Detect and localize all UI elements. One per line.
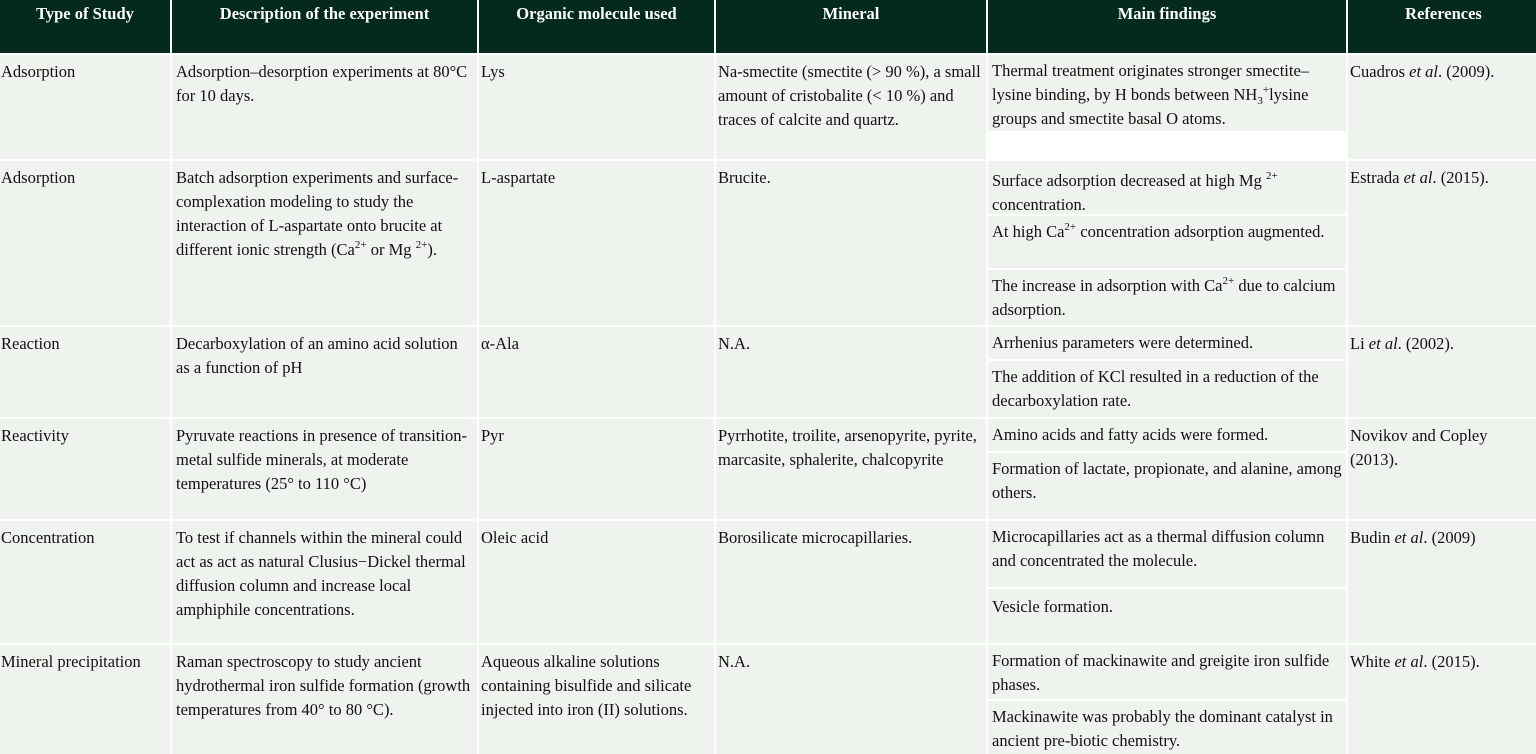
table-cell-findings (988, 521, 1346, 643)
finding-item: Formation of lactate, propionate, and alanine, among others. (988, 453, 1346, 519)
table-cell-reference: White et al. (2015). (1348, 645, 1536, 754)
table-cell-type: Concentration (0, 521, 170, 643)
finding-item: Surface adsorption decreased at high Mg $^{2+}$ concentration. (988, 161, 1346, 214)
table-cell-mineral: Brucite. (716, 161, 986, 325)
table-cell-findings (988, 55, 1346, 159)
finding-item: Mackinawite was probably the dominant catalyst in ancient pre-biotic chemistry. (988, 701, 1346, 754)
finding-item: Vesicle formation. (988, 589, 1346, 643)
table-cell-findings (988, 327, 1346, 417)
table-cell-description: Decarboxylation of an amino acid solution as a function of pH (172, 327, 477, 417)
table-cell-findings (988, 161, 1346, 325)
finding-item: Amino acids and fatty acids were formed. (988, 419, 1346, 451)
table-cell-type: Reaction (0, 327, 170, 417)
table-cell-molecule: Aqueous alkaline solutions containing bisulfide and silicate injected into iron (II) solutions. (479, 645, 714, 754)
table-cell-type: Adsorption (0, 55, 170, 159)
table-cell-reference: Estrada et al. (2015). (1348, 161, 1536, 325)
header-references: References (1348, 0, 1536, 53)
table-cell-reference: Budin et al. (2009) (1348, 521, 1536, 643)
table-cell-reference: Cuadros et al. (2009). (1348, 55, 1536, 159)
table-cell-type: Mineral precipitation (0, 645, 170, 754)
table-cell-molecule: Lys (479, 55, 714, 159)
table-cell-type: Reactivity (0, 419, 170, 519)
table-cell-reference: Li et al. (2002). (1348, 327, 1536, 417)
finding-item: The increase in adsorption with $Ca^{2+}$ due to calcium adsorption. (988, 270, 1346, 325)
table-cell-reference: Novikov and Copley (2013). (1348, 419, 1536, 519)
table-cell-molecule: α-Ala (479, 327, 714, 417)
header-main-findings: Main findings (988, 0, 1346, 53)
header-description: Description of the experiment (172, 0, 477, 53)
table-cell-description: Batch adsorption experiments and surface-complexation modeling to study the interaction of L-aspartate onto brucite at different ionic strength ($Ca^{2+}$ or Mg $^{2+}$). (172, 161, 477, 325)
table-cell-description: Raman spectroscopy to study ancient hydrothermal iron sulfide formation (growth temperatures from 40° to 80 °C). (172, 645, 477, 754)
table-cell-molecule: Pyr (479, 419, 714, 519)
finding-item: The addition of KCl resulted in a reduction of the decarboxylation rate. (988, 361, 1346, 417)
finding-item: At high $Ca^{2+}$ concentration adsorption augmented. (988, 216, 1346, 268)
table-cell-molecule: Oleic acid (479, 521, 714, 643)
table-cell-description: To test if channels within the mineral could act as act as natural Clusius−Dickel thermal diffusion column and increase local amphiphile concentrations. (172, 521, 477, 643)
header-mineral: Mineral (716, 0, 986, 53)
table-cell-mineral: N.A. (716, 327, 986, 417)
finding-item: Thermal treatment originates stronger smectite–lysine binding, by H bonds between $NH_3^+lysine$ groups and smectite basal O atoms. (988, 55, 1346, 131)
table-cell-description: Pyruvate reactions in presence of transition-metal sulfide minerals, at moderate temperatures (25° to 110 °C) (172, 419, 477, 519)
table-cell-mineral: Borosilicate microcapillaries. (716, 521, 986, 643)
table-cell-mineral: N.A. (716, 645, 986, 754)
finding-item: Formation of mackinawite and greigite iron sulfide phases. (988, 645, 1346, 699)
table-cell-molecule: L-aspartate (479, 161, 714, 325)
table-cell-type: Adsorption (0, 161, 170, 325)
header-type-of-study: Type of Study (0, 0, 170, 53)
table-cell-mineral: Pyrrhotite, troilite, arsenopyrite, pyrite, marcasite, sphalerite, chalcopyrite (716, 419, 986, 519)
finding-item: Arrhenius parameters were determined. (988, 327, 1346, 359)
header-organic-molecule: Organic molecule used (479, 0, 714, 53)
table-cell-description: Adsorption–desorption experiments at 80°C for 10 days. (172, 55, 477, 159)
table-cell-findings (988, 419, 1346, 519)
table-cell-findings (988, 645, 1346, 754)
table-cell-mineral: Na-smectite (smectite (> 90 %), a small amount of cristobalite (< 10 %) and traces of calcite and quartz. (716, 55, 986, 159)
finding-item: Microcapillaries act as a thermal diffusion column and concentrated the molecule. (988, 521, 1346, 587)
